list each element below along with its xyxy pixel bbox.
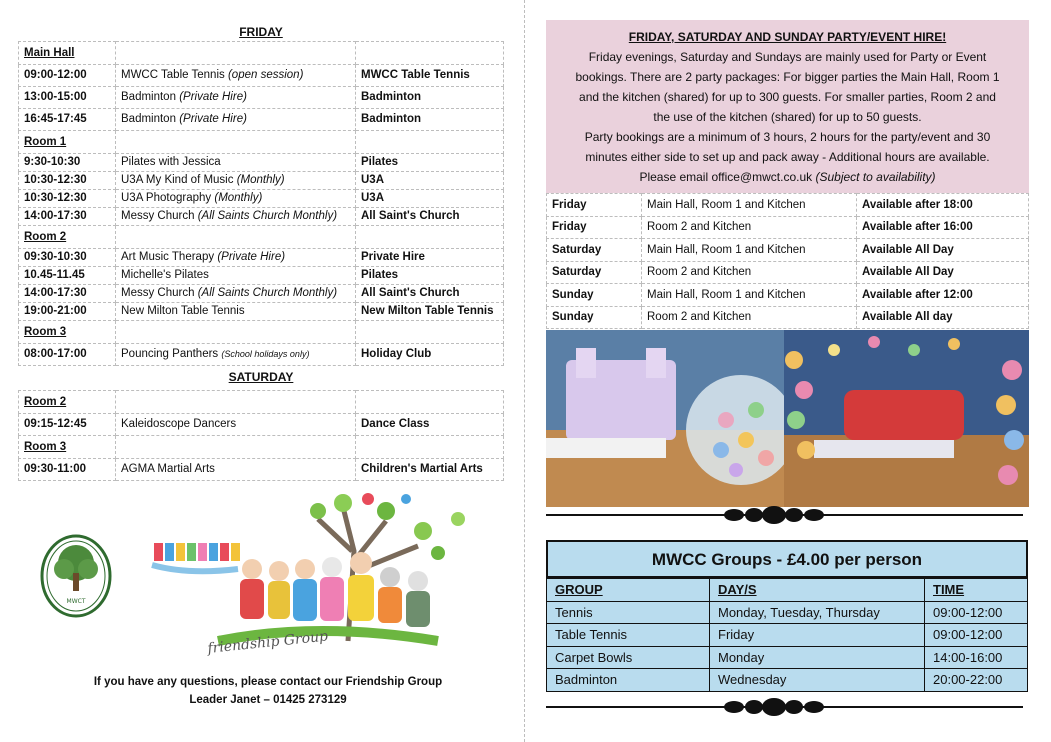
section-main-hall [19, 42, 504, 65]
ornament-divider-bottom [546, 697, 1023, 717]
table-row: Tennis Monday, Tuesday, Thursday 09:00-12:00 [547, 601, 1028, 624]
people-illustration [218, 552, 438, 641]
beach-huts-illustration [152, 543, 240, 571]
table-row: 14:00-17:30 Messy Church (All Saints Church Monthly) All Saint's Church [19, 285, 504, 303]
party-hire-box [546, 20, 1029, 193]
table-row: 13:00-15:00 Badminton (Private Hire) Badminton [19, 87, 504, 109]
saturday-schedule-table [18, 390, 504, 481]
hire-line: Party bookings are a minimum of 3 hours, 2 hours for the party/event and 30 [584, 130, 991, 144]
section-room-3 [19, 321, 504, 344]
contact-line-2: Leader Janet – 01425 273129 [189, 694, 347, 706]
friday-schedule-table [18, 41, 504, 366]
friendship-group-illustration [18, 491, 504, 671]
section-label: Room 3 [19, 436, 116, 459]
party-photos [546, 330, 1029, 507]
hire-line: bookings. There are 2 party packages: For bigger parties the Main Hall, Room 1 [575, 70, 1000, 84]
hire-line: minutes either side to set up and pack away - Additional hours are available. [585, 150, 990, 164]
table-row: Carpet Bowls Monday 14:00-16:00 [547, 646, 1028, 669]
section-label: Main Hall [19, 42, 116, 65]
section-label: Room 2 [19, 226, 116, 249]
section-room-3 [19, 436, 504, 459]
friendship-group-label: friendship Group [206, 628, 329, 657]
section-label: Room 3 [19, 321, 116, 344]
hire-line: Friday evenings, Saturday and Sundays are mainly used for Party or Event [588, 50, 987, 64]
table-row: 08:00-17:00 Pouncing Panthers (School holidays only) Holiday Club [19, 344, 504, 366]
table-row: 9:30-10:30 Pilates with Jessica Pilates [19, 154, 504, 172]
hire-email-line: Please email office@mwct.co.uk (Subject to availability) [639, 170, 936, 184]
table-row: Table Tennis Friday 09:00-12:00 [547, 624, 1028, 647]
section-room-1 [19, 131, 504, 154]
groups-table [546, 578, 1028, 692]
ornament-divider-top [546, 505, 1023, 525]
table-row: 09:15-12:45 Kaleidoscope Dancers Dance Class [19, 414, 504, 436]
page-fold-divider [524, 0, 525, 742]
table-row: Friday Room 2 and Kitchen Available after 16:00 [547, 216, 1029, 239]
table-row: 14:00-17:30 Messy Church (All Saints Church Monthly) All Saint's Church [19, 208, 504, 226]
friday-title: FRIDAY [239, 25, 283, 39]
table-row: Saturday Main Hall, Room 1 and Kitchen Available All Day [547, 239, 1029, 262]
table-row: Sunday Room 2 and Kitchen Available All day [547, 306, 1029, 329]
table-row: Saturday Room 2 and Kitchen Available All Day [547, 261, 1029, 284]
table-row: 09:30-11:00 AGMA Martial Arts Children's Martial Arts [19, 459, 504, 481]
saturday-title: SATURDAY [228, 370, 294, 384]
section-room-2 [19, 391, 504, 414]
svg-text:MWCT: MWCT [66, 598, 86, 605]
table-row: 09:00-12:00 MWCC Table Tennis (open session) MWCC Table Tennis [19, 65, 504, 87]
party-photo-bouncy-castle [546, 330, 784, 507]
mwct-logo [42, 536, 110, 616]
party-hire-title: FRIDAY, SATURDAY AND SUNDAY PARTY/EVENT HIRE! [628, 30, 947, 44]
table-row: 19:00-21:00 New Milton Table Tennis New Milton Table Tennis [19, 303, 504, 321]
left-page [18, 24, 504, 723]
section-label: Room 1 [19, 131, 116, 154]
table-row: Sunday Main Hall, Room 1 and Kitchen Available after 12:00 [547, 284, 1029, 307]
table-row: 16:45-17:45 Badminton (Private Hire) Badminton [19, 109, 504, 131]
table-row: 10.45-11.45 Michelle's Pilates Pilates [19, 267, 504, 285]
friendship-group-section [18, 491, 504, 723]
groups-title: MWCC Groups - £4.00 per person [546, 540, 1028, 578]
right-page [546, 20, 1029, 688]
section-room-2 [19, 226, 504, 249]
table-row: 09:30-10:30 Art Music Therapy (Private Hire) Private Hire [19, 249, 504, 267]
hire-line: the use of the kitchen (shared) for up to 50 guests. [653, 110, 922, 124]
table-row: Friday Main Hall, Room 1 and Kitchen Available after 18:00 [547, 194, 1029, 217]
contact-line-1: If you have any questions, please contact our Friendship Group [93, 676, 443, 688]
table-row: 10:30-12:30 U3A Photography (Monthly) U3A [19, 190, 504, 208]
table-row: 10:30-12:30 U3A My Kind of Music (Monthly) U3A [19, 172, 504, 190]
hire-line: and the kitchen (shared) for up to 300 guests. For smaller parties, Room 2 and [579, 90, 996, 104]
table-header-row: GROUP DAY/S TIME [547, 579, 1028, 602]
availability-table [546, 193, 1029, 329]
section-label: Room 2 [19, 391, 116, 414]
mwcc-groups-box [546, 540, 1028, 692]
party-photo-hall-balloons [784, 330, 1029, 507]
table-row: Badminton Wednesday 20:00-22:00 [547, 669, 1028, 692]
